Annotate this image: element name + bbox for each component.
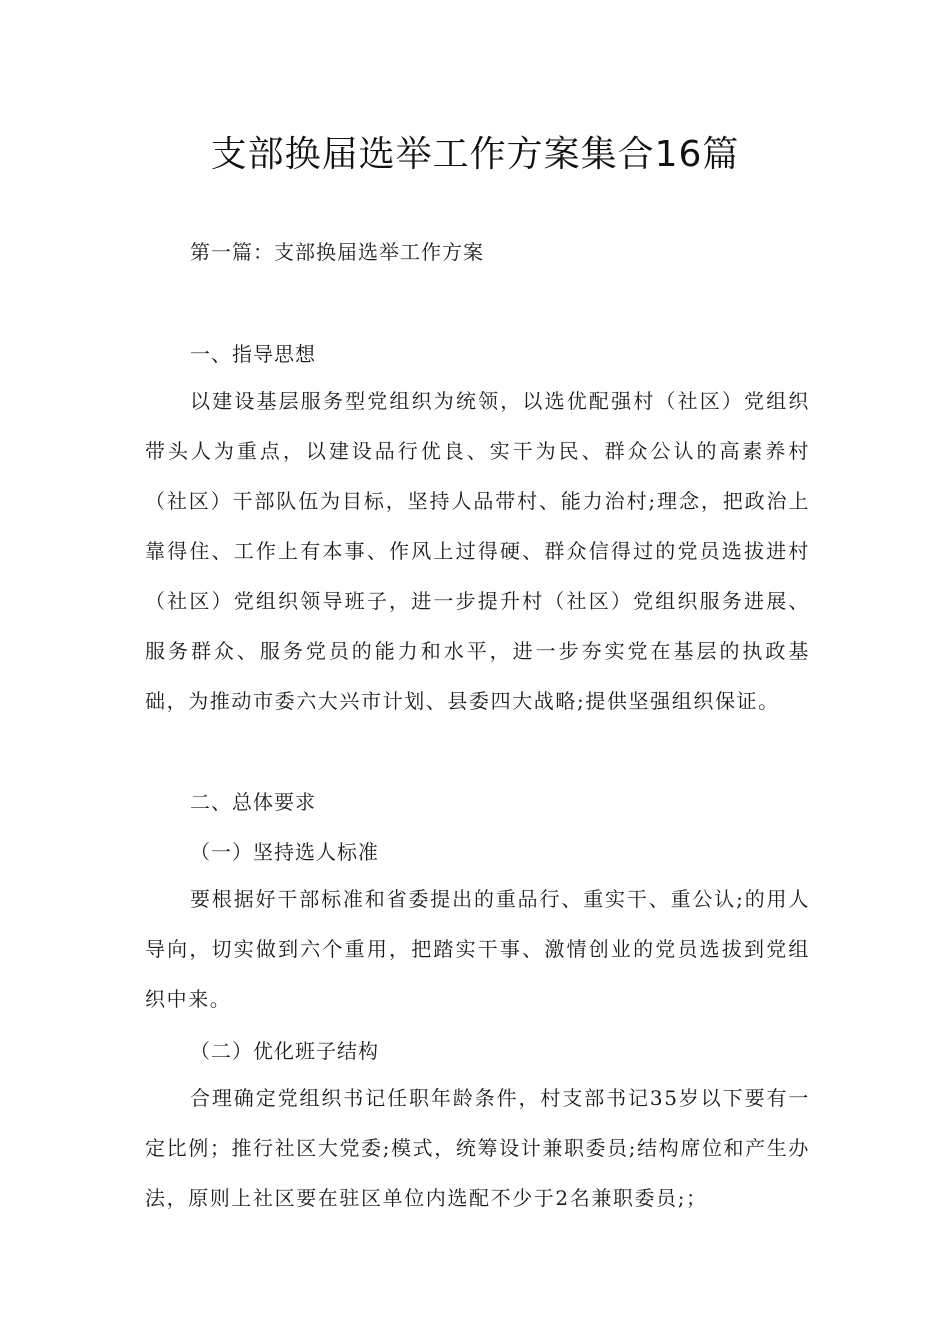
paragraph-team-structure: 合理确定党组织书记任职年龄条件，村支部书记35岁以下要有一定比例；推行社区大党委;模式，统筹设计兼职委员;结构席位和产生办法，原则上社区要在驻区单位内选配不少于2名兼职委员;； bbox=[145, 1086, 810, 1210]
section-heading-guiding-thought: 一、指导思想 bbox=[190, 342, 316, 366]
paragraph-guiding-thought: 以建设基层服务型党组织为统领，以选优配强村（社区）党组织带头人为重点，以建设品行优良、实干为民、群众公认的高素养村（社区）干部队伍为目标，坚持人品带村、能力治村;理念，把政治上靠得住、工作上有本事、作风上过得硬、群众信得过的党员选拔进村（社区）党组织领导班子，进一步提升村（社区）党组织服务进展、服务群众、服务党员的能力和水平，进一步夯实党在基层的执政基础，为推动市委六大兴市计划、县委四大战略;提供坚强组织保证。 bbox=[145, 389, 810, 713]
document-title: 支部换届选举工作方案集合16篇 bbox=[210, 134, 740, 175]
document-subtitle: 第一篇：支部换届选举工作方案 bbox=[190, 240, 484, 264]
paragraph-selection-standard: 要根据好干部标准和省委提出的重品行、重实干、重公认;的用人导向，切实做到六个重用，把踏实干事、激情创业的党员选拔到党组织中来。 bbox=[145, 887, 810, 1011]
section-heading-overall-requirements: 二、总体要求 bbox=[190, 790, 316, 814]
subheading-selection-standard: （一）坚持选人标准 bbox=[190, 840, 379, 864]
subheading-team-structure: （二）优化班子结构 bbox=[190, 1039, 379, 1063]
